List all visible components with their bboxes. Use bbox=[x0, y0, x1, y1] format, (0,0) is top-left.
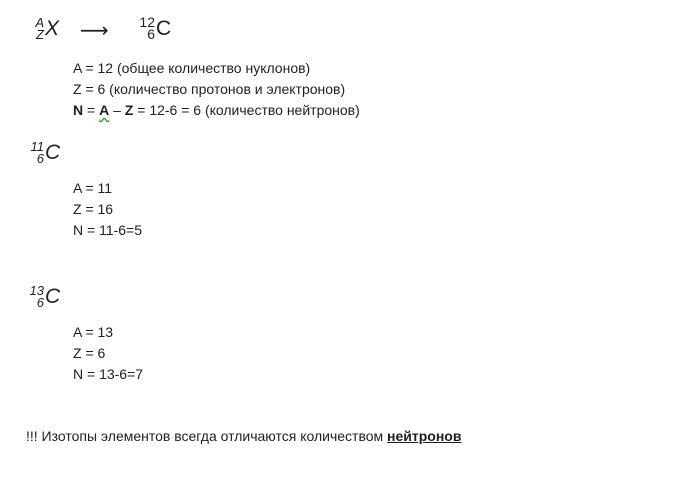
nuclide-scripts bbox=[24, 16, 44, 46]
reaction-arrow: ⟶ bbox=[80, 20, 109, 42]
atomic-number-line: Z = 6 (количество протонов и электронов) bbox=[73, 81, 346, 97]
neutron-calculation: = 12-6 = 6 (количество нейтронов) bbox=[133, 102, 360, 118]
nuclide-scripts bbox=[24, 140, 44, 170]
atomic-number: Z bbox=[36, 27, 44, 42]
equals-sign: = bbox=[83, 102, 100, 118]
atomic-number: 6 bbox=[36, 295, 44, 310]
mass-number-line: A = 12 (общее количество нуклонов) bbox=[73, 60, 311, 76]
generic-nuclide-notation bbox=[24, 16, 59, 46]
carbon-11-details bbox=[73, 178, 142, 241]
neutron-symbol: N bbox=[73, 102, 84, 118]
atomic-number-line: Z = 6 bbox=[73, 345, 106, 361]
atomic-number: 6 bbox=[147, 26, 155, 42]
element-symbol: C bbox=[156, 17, 172, 40]
mass-number: 13 bbox=[29, 283, 44, 298]
carbon-13-notation bbox=[24, 284, 60, 314]
isotope-note bbox=[26, 426, 461, 446]
element-symbol: C bbox=[45, 285, 61, 308]
mass-number: A bbox=[35, 15, 44, 30]
neutron-number-line: N = 13-6=7 bbox=[73, 366, 144, 382]
carbon-13-details bbox=[73, 322, 143, 385]
atomic-symbol: Z bbox=[124, 102, 134, 118]
nuclide-scripts bbox=[24, 284, 44, 314]
mass-number: 12 bbox=[139, 14, 155, 30]
neutron-number-line bbox=[73, 100, 360, 121]
carbon-12-details bbox=[73, 58, 360, 121]
mass-number-line: A = 13 bbox=[73, 324, 114, 340]
note-emphasis: нейтронов bbox=[387, 428, 462, 444]
carbon-12-notation bbox=[131, 16, 171, 46]
atomic-number-line: Z = 16 bbox=[73, 201, 114, 217]
mass-number-line: A = 11 bbox=[73, 180, 113, 196]
nuclide-scripts bbox=[131, 16, 155, 46]
element-symbol: X bbox=[45, 17, 60, 40]
note-text: !!! Изотопы элементов всегда отличаются количеством bbox=[26, 428, 388, 444]
mass-symbol: A bbox=[99, 102, 110, 118]
atomic-number: 6 bbox=[36, 151, 44, 166]
minus-sign: – bbox=[109, 102, 125, 118]
mass-number: 11 bbox=[30, 139, 44, 154]
neutron-number-line: N = 11-6=5 bbox=[73, 222, 143, 238]
carbon-11-notation bbox=[24, 140, 60, 170]
element-symbol: C bbox=[45, 141, 61, 164]
